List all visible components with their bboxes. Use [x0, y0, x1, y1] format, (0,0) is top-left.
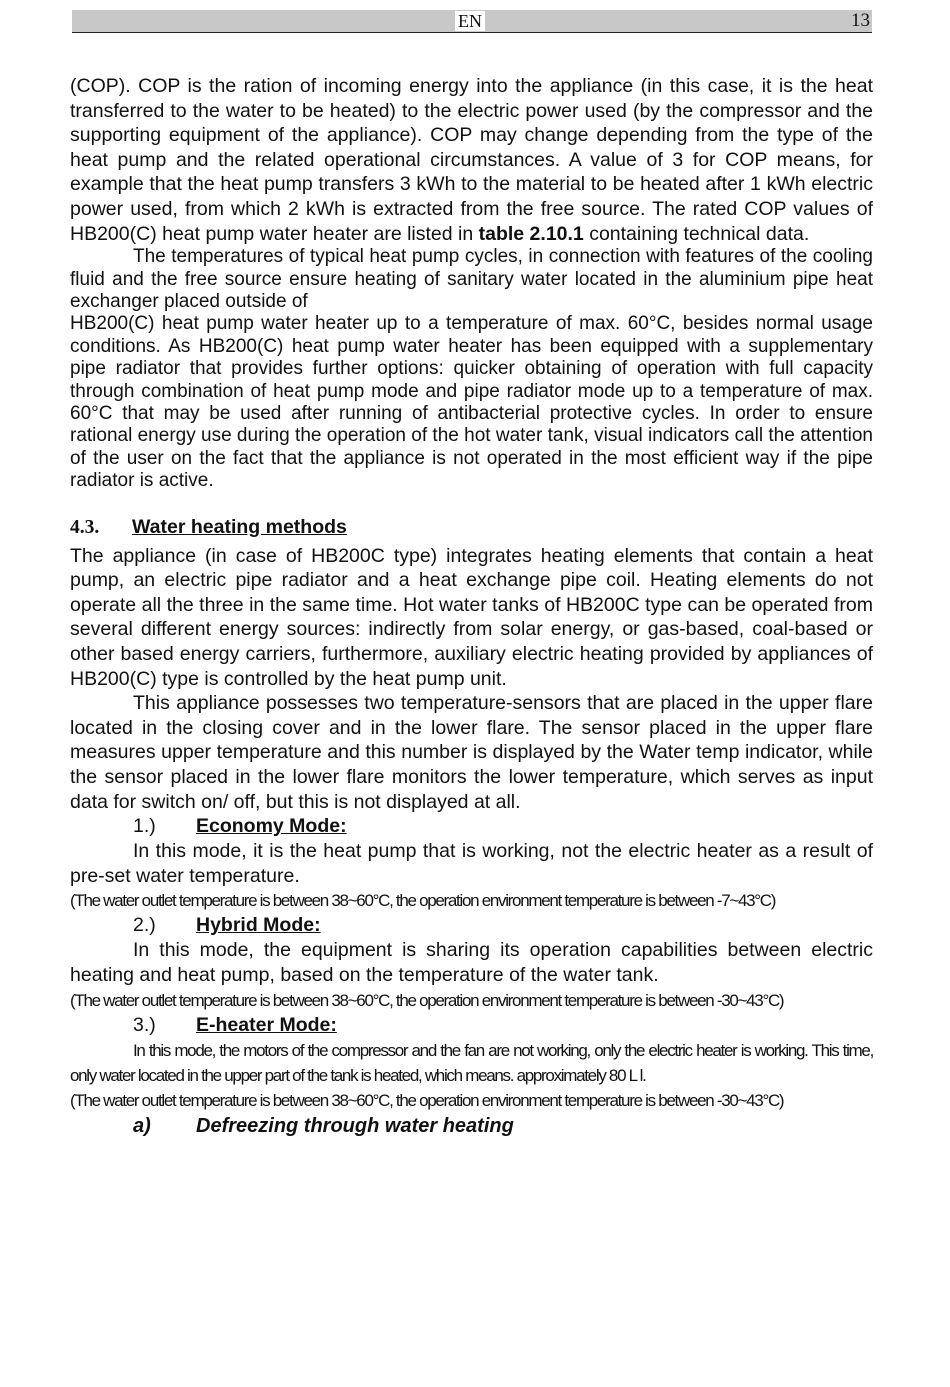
mode-heading-economy — [70, 814, 873, 839]
intro-paragraph-2b: HB200(C) heat pump water heater up to a temperature of max. 60°C, besides normal usage conditions. As HB200(C) heat pump water heater has been equipped with a supplementary pipe radiator that provides further options: quicker obtaining of operation with full capacity through combination of heat pump mode and pipe radiator mode up to a temperature of max. 60°C that may be used after running of antibacterial protective cycles. In order to ensure rational energy use during the operation of the hot water tank, visual indicators call the attention of the user on the fact that the appliance is not operated in the most efficient way if the pipe radiator is active. — [70, 313, 873, 492]
page-number: 13 — [851, 10, 870, 31]
mode-title: Hybrid Mode: — [196, 914, 321, 937]
mode-number: 1.) — [133, 815, 156, 838]
mode-number: 3.) — [133, 1013, 156, 1036]
mode-heading-hybrid — [70, 913, 873, 938]
mode-description: In this mode, the motors of the compressor and the fan are not working, only the electric heater is working. This time, only water located in the upper part of the tank is heated, which means. approximately 80 L l. — [70, 1040, 873, 1085]
section-title: Water heating methods — [132, 515, 347, 538]
section-heading — [70, 515, 873, 540]
subsection-heading — [70, 1113, 873, 1139]
mode-temperature-note: (The water outlet temperature is between 38~60°C, the operation environment temperature is between -30~43°C) — [70, 990, 784, 1010]
intro-text-end: containing technical data. — [583, 222, 810, 245]
mode-number: 2.) — [133, 914, 156, 937]
mode-temperature-note: (The water outlet temperature is between 38~60°C, the operation environment temperature is between -30~43°C) — [70, 1090, 784, 1110]
section-paragraph-2: This appliance possesses two temperature-sensors that are placed in the upper flare located in the closing cover and in the lower flare. The sensor placed in the upper flare measures upper temperature and this number is displayed by the Water temp indicator, while the sensor placed in the lower flare monitors the lower temperature, which serves as input data for switch on/ off, but this is not displayed at all. — [70, 692, 873, 813]
subsection-title: Defreezing through water heating — [196, 1114, 514, 1137]
mode-title: E-heater Mode: — [196, 1013, 337, 1036]
section-paragraph-1: The appliance (in case of HB200C type) integrates heating elements that contain a heat pump, an electric pipe radiator and a heat exchange pipe coil. Heating elements do not operate all the three in the same time. Hot water tanks of HB200C type can be operated from several different energy sources: indirectly from solar energy, or gas-based, coal-based or other based energy carriers, furthermore, auxiliary electric heating provided by appliances of HB200(C) type is controlled by the heat pump unit. — [70, 544, 873, 690]
mode-description: In this mode, it is the heat pump that is working, not the electric heater as a result of pre-set water temperature. — [70, 840, 873, 887]
intro-paragraph-2a: The temperatures of typical heat pump cycles, in connection with features of the cooling fluid and the free source ensure heating of sanitary water located in the aluminium pipe heat exchanger placed outside of — [70, 246, 873, 312]
mode-heading-eheater — [70, 1013, 873, 1038]
intro-text: (COP). COP is the ration of incoming energy into the appliance (in this case, it is the heat transferred to the water to be heated) to the electric power used (by the compressor and the supporting equipment of the appliance). COP may change depending from the type of the heat pump and the related operational circumstances. A value of 3 for COP means, for example that the heat pump transfers 3 kWh to the material to be heated after 1 kWh electric power used, from which 2 kWh is extracted from the free source. The rated COP values of HB200(C) heat pump water heater are listed in — [70, 75, 873, 245]
mode-description: In this mode, the equipment is sharing its operation capabilities between electric heating and heat pump, based on the temperature of the water tank. — [70, 939, 873, 986]
subsection-label: a) — [133, 1114, 151, 1137]
mode-temperature-note: (The water outlet temperature is between 38~60°C, the operation environment temperature is between -7~43°C) — [70, 891, 776, 911]
page-content — [70, 74, 873, 1139]
table-reference: table 2.10.1 — [478, 222, 584, 245]
header-language: EN — [455, 11, 485, 31]
intro-paragraph-1 — [70, 74, 873, 246]
section-number: 4.3. — [70, 516, 100, 538]
mode-title: Economy Mode: — [196, 815, 347, 838]
